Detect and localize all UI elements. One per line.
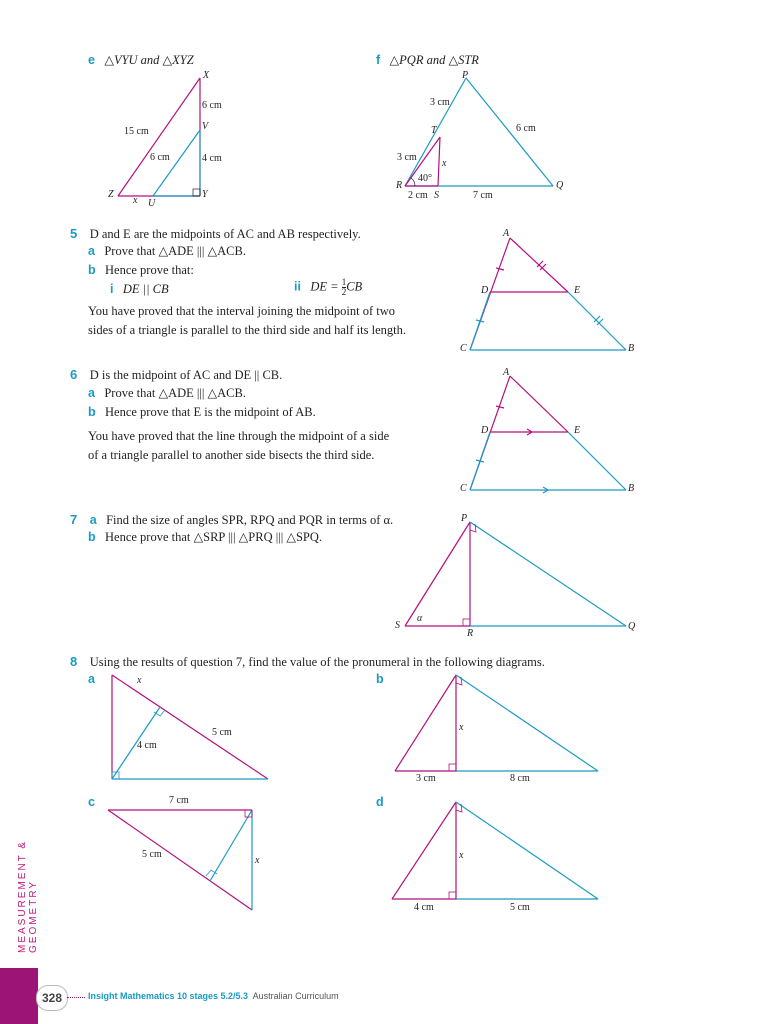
q8d-triangle — [392, 802, 598, 899]
fig-e-side-xv: 6 cm — [202, 100, 222, 111]
figure-e — [118, 78, 200, 196]
page-number: 328 — [36, 985, 68, 1011]
q8b-right — [456, 675, 598, 771]
q6-part-a — [88, 386, 246, 401]
footer-title: Insight Mathematics 10 stages 5.2/5.3 — [88, 991, 249, 1001]
q8c-alt — [210, 810, 252, 881]
side-section-text: MEASUREMENT & GEOMETRY — [17, 839, 39, 953]
q7-part-a — [70, 512, 393, 528]
fig-e-X: X — [203, 70, 210, 81]
q6-D: D — [481, 425, 489, 436]
q5-part-b-ii — [294, 278, 362, 297]
q5-note-2: sides of a triangle is parallel to the third side and half its length. — [88, 323, 406, 337]
fig-f-pq — [466, 78, 553, 186]
fig-e-side-xz: 15 cm — [124, 126, 149, 137]
q5-b-text: Hence prove that: — [105, 263, 194, 277]
q8d-x: x — [459, 850, 464, 861]
q8d-right-angle — [449, 892, 456, 899]
q8d-left — [392, 802, 456, 899]
q5-tick-ad — [496, 268, 504, 270]
q6-b-label: b — [88, 405, 96, 419]
q7-P: P — [461, 513, 468, 524]
q8c-x: x — [255, 855, 260, 866]
q6-C: C — [460, 483, 467, 494]
fig-f-x: x — [442, 158, 447, 169]
fig-f-side-pq: 6 cm — [516, 123, 536, 134]
q8b-side-3: 3 cm — [416, 773, 436, 784]
q6-stem — [70, 367, 282, 383]
q7-right-angle-r — [463, 619, 470, 626]
q6-a-label: a — [88, 386, 95, 400]
fig-f-T: T — [431, 125, 437, 136]
q8-stem — [70, 654, 545, 670]
q6-triangle — [470, 376, 626, 493]
q5-note-1: You have proved that the interval joining the midpoint of two — [88, 304, 396, 318]
q5-ii-den: 2 — [341, 287, 347, 297]
q7-right-angle-p — [470, 524, 476, 532]
q5-ii-tail: CB — [346, 279, 363, 294]
q8b-right-angle — [449, 764, 456, 771]
q7-Q: Q — [628, 621, 636, 632]
q8d-side-5: 5 cm — [510, 902, 530, 913]
q5-part-b — [88, 263, 194, 278]
q6-number: 6 — [70, 367, 78, 382]
q5-stem-text: D and E are the midpoints of AC and AB respectively. — [89, 227, 361, 241]
part-e-text: △VYU and △XYZ — [104, 53, 194, 67]
fig-f-side-sq: 7 cm — [473, 190, 493, 201]
q8b-right-angle-top — [456, 677, 462, 685]
q8d-label: d — [376, 795, 384, 809]
fig-f-angle: 40° — [418, 173, 432, 184]
q8b-triangle — [395, 675, 598, 771]
q8-stem-text: Using the results of question 7, find the value of the pronumeral in the following diagrams. — [89, 655, 545, 669]
q7-sp — [405, 522, 470, 626]
q7-b-label: b — [88, 530, 96, 544]
q8a-hyp — [112, 675, 268, 779]
q8c-side-7: 7 cm — [169, 795, 189, 806]
q5-ii-label: ii — [294, 279, 301, 294]
q5-ii-num: 1 — [341, 277, 347, 287]
footer-dots-left — [0, 997, 36, 998]
q6-stem-text: D is the midpoint of AC and DE || CB. — [89, 368, 283, 382]
q5-stem — [70, 226, 361, 242]
q8d-side-4: 4 cm — [414, 902, 434, 913]
q8d-right — [456, 802, 598, 899]
side-section-tab — [17, 770, 39, 953]
q7-number: 7 — [70, 512, 78, 527]
q8b-x: x — [459, 722, 464, 733]
q5-a-label: a — [88, 244, 95, 258]
q5-triangle — [470, 238, 626, 350]
q6-E: E — [574, 425, 581, 436]
q5-a-text: Prove that △ADE ||| △ACB. — [104, 244, 246, 258]
q5-part-b-i — [110, 282, 169, 297]
q5-number: 5 — [70, 226, 78, 241]
q8d-right-angle-top — [456, 804, 462, 812]
q5-ii-text: DE = — [310, 279, 339, 294]
q5-part-a — [88, 244, 246, 259]
q8b-side-8: 8 cm — [510, 773, 530, 784]
fig-e-U: U — [148, 198, 156, 209]
q8-number: 8 — [70, 654, 78, 669]
q6-A: A — [503, 367, 510, 378]
q6-part-b — [88, 405, 316, 420]
q8a-right-angle-foot — [154, 710, 165, 716]
fig-f-R: R — [396, 180, 403, 191]
q5-b-label: b — [88, 263, 96, 277]
q8c-label: c — [88, 795, 95, 809]
q6-note-1: You have proved that the line through the midpoint of a side — [88, 429, 390, 443]
q8a-x: x — [137, 675, 142, 686]
part-f-label: f — [376, 53, 381, 67]
fig-f-side-rt: 3 cm — [397, 152, 417, 163]
part-f-text: △PQR and △STR — [389, 53, 479, 67]
footer-subtitle: Australian Curriculum — [252, 991, 339, 1001]
q8a-triangle — [112, 675, 268, 779]
q5-C: C — [460, 343, 467, 354]
fig-e-Y: Y — [202, 189, 208, 200]
q6-note-2: of a triangle parallel to another side bisects the third side. — [88, 448, 375, 462]
q7-part-b — [88, 530, 322, 545]
fig-e-V: V — [202, 121, 209, 132]
q6-a-text: Prove that △ADE ||| △ACB. — [104, 386, 246, 400]
fig-e-uv — [153, 130, 200, 196]
q8c-side-5: 5 cm — [142, 849, 162, 860]
q8b-left — [395, 675, 456, 771]
fig-f-S: S — [434, 190, 439, 201]
footer-color-bar — [0, 968, 38, 1024]
footer-dots-right — [67, 997, 85, 998]
q7-pq — [470, 522, 626, 626]
fig-f-ts — [438, 137, 440, 186]
fig-e-right-angle — [193, 189, 200, 196]
q5-eb — [568, 292, 626, 350]
q8c-hyp — [108, 810, 252, 910]
part-e-label: e — [88, 53, 95, 67]
q8a-side-4: 4 cm — [137, 740, 157, 751]
q7-alpha: α — [417, 613, 423, 624]
q5-E: E — [574, 285, 581, 296]
q6-ae — [510, 376, 568, 432]
q7-a-label: a — [89, 513, 97, 527]
q8a-side-5: 5 cm — [212, 727, 232, 738]
q7-triangle — [405, 522, 626, 626]
q8c-triangle — [108, 810, 252, 910]
q8a-label: a — [88, 672, 95, 686]
q5-B: B — [628, 343, 635, 354]
fig-f-side-pt: 3 cm — [430, 97, 450, 108]
fig-f-P: P — [462, 70, 469, 81]
q8b-label: b — [376, 672, 384, 686]
q6-b-text: Hence prove that E is the midpoint of AB. — [105, 405, 316, 419]
q6-eb — [568, 432, 626, 490]
fig-e-Z: Z — [108, 189, 114, 200]
fig-e-zx — [118, 78, 200, 196]
q5-A: A — [503, 228, 510, 239]
fig-e-side-vy: 4 cm — [202, 153, 222, 164]
fig-e-side-uv: 6 cm — [150, 152, 170, 163]
q7-R: R — [467, 628, 474, 639]
q7-b-text: Hence prove that △SRP ||| △PRQ ||| △SPQ. — [105, 530, 323, 544]
q7-S: S — [395, 620, 400, 631]
fig-e-x: x — [133, 195, 138, 206]
q5-i-label: i — [110, 282, 114, 296]
footer-book-title — [88, 991, 339, 1001]
q5-i-text: DE || CB — [122, 282, 169, 296]
q5-D: D — [481, 285, 489, 296]
fig-f-Q: Q — [556, 180, 564, 191]
fig-f-side-rs: 2 cm — [408, 190, 428, 201]
fig-f-angle-arc — [411, 178, 415, 186]
q6-B: B — [628, 483, 635, 494]
q7-a-text: Find the size of angles SPR, RPQ and PQR in terms of α. — [106, 513, 394, 527]
